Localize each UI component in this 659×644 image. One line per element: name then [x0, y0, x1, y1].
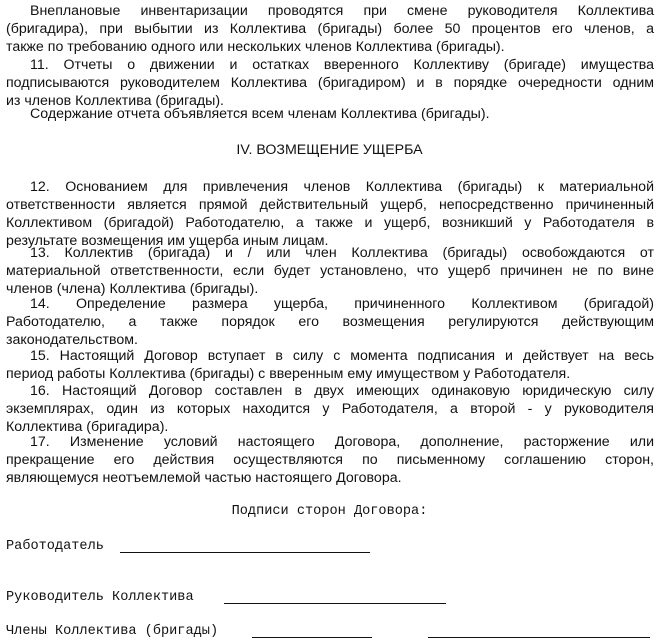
text-line: подписываются руководителем Коллектива (бригадиром) и в порядке очередности одним: [6, 75, 654, 91]
text-line: экземплярах, один из которых находится у Работодателя, а второй - у руководителя: [6, 401, 654, 417]
text-line: законодательством.: [6, 332, 138, 348]
paragraph-11: [6, 56, 654, 110]
text-line: прекращение его действия осуществляются по письменному соглашению сторон,: [6, 452, 654, 468]
text-line: Работодателю, а также порядок его возмещения регулируются действующим: [6, 314, 654, 330]
text-line: 13. Коллектив (бригада) и / или член Коллектива (бригады) освобождаются от: [30, 245, 654, 261]
text-line: из членов Коллектива (бригады).: [6, 93, 224, 109]
text-line: Коллектива (бригадира).: [6, 419, 169, 435]
members-label: Члены Коллектива (бригады): [6, 624, 219, 639]
text-line: ответственности является прямой действительный ущерб, непосредственно причиненный: [6, 197, 654, 213]
leader-label: Руководитель Коллектива: [6, 590, 194, 605]
text-line: результате возмещения им ущерба иным лицам.: [6, 233, 329, 249]
text-line: 15. Настоящий Договор вступает в силу с момента подписания и действует на весь: [30, 348, 654, 364]
text-line: являющемуся неотъемлемой частью настоящего Договора.: [6, 470, 402, 486]
text-line: (бригадира), при выбытии из Коллектива (бригады) более 50 процентов его членов, а: [6, 21, 654, 37]
member-signature-line-1[interactable]: [252, 637, 372, 638]
member-signature-line-2[interactable]: [428, 637, 650, 638]
employer-label: Работодатель: [6, 539, 104, 554]
text-line: 12. Основанием для привлечения членов Коллектива (бригады) к материальной: [30, 179, 654, 195]
paragraph-report-content: [6, 105, 654, 123]
signatures-title: Подписи сторон Договора:: [231, 504, 428, 519]
text-line: 16. Настоящий Договор составлен в двух имеющих одинаковую юридическую силу: [30, 383, 654, 399]
text-line: Внеплановые инвентаризации проводятся при смене руководителя Коллектива: [30, 3, 654, 19]
employer-signature-line[interactable]: [120, 552, 370, 553]
paragraph-17: [6, 433, 654, 487]
text-line: 17. Изменение условий настоящего Договора, дополнение, расторжение или: [30, 434, 654, 450]
paragraph-12: [6, 178, 654, 250]
paragraph-15: [6, 347, 654, 383]
text-line: членов (члена) Коллектива (бригады).: [6, 281, 259, 297]
paragraph-14: [6, 295, 654, 349]
paragraph-13: [6, 244, 654, 298]
leader-signature-line[interactable]: [224, 603, 446, 604]
text-line: 11. Отчеты о движении и остатках вверенного Коллективу (бригаде) имущества: [30, 57, 654, 73]
text-line: материальной ответственности, если будет установлено, что ущерб причинен не по вине: [6, 263, 654, 279]
text-line: также по требованию одного или нескольких членов Коллектива (бригады).: [6, 39, 505, 55]
paragraph-16: [6, 382, 654, 436]
section-heading: IV. ВОЗМЕЩЕНИЕ УЩЕРБА: [236, 142, 423, 158]
text-line: Коллективом (бригадой) Работодателю, а также и ущерб, возникший у Работодателя в: [6, 215, 654, 231]
text-line: 14. Определение размера ущерба, причиненного Коллективом (бригадой): [30, 296, 654, 312]
text-line: период работы Коллектива (бригады) с вверенным ему имуществом у Работодателя.: [6, 366, 571, 382]
text-line: Содержание отчета объявляется всем членам Коллектива (бригады).: [30, 106, 490, 122]
paragraph-unscheduled-inventory: [6, 2, 654, 56]
